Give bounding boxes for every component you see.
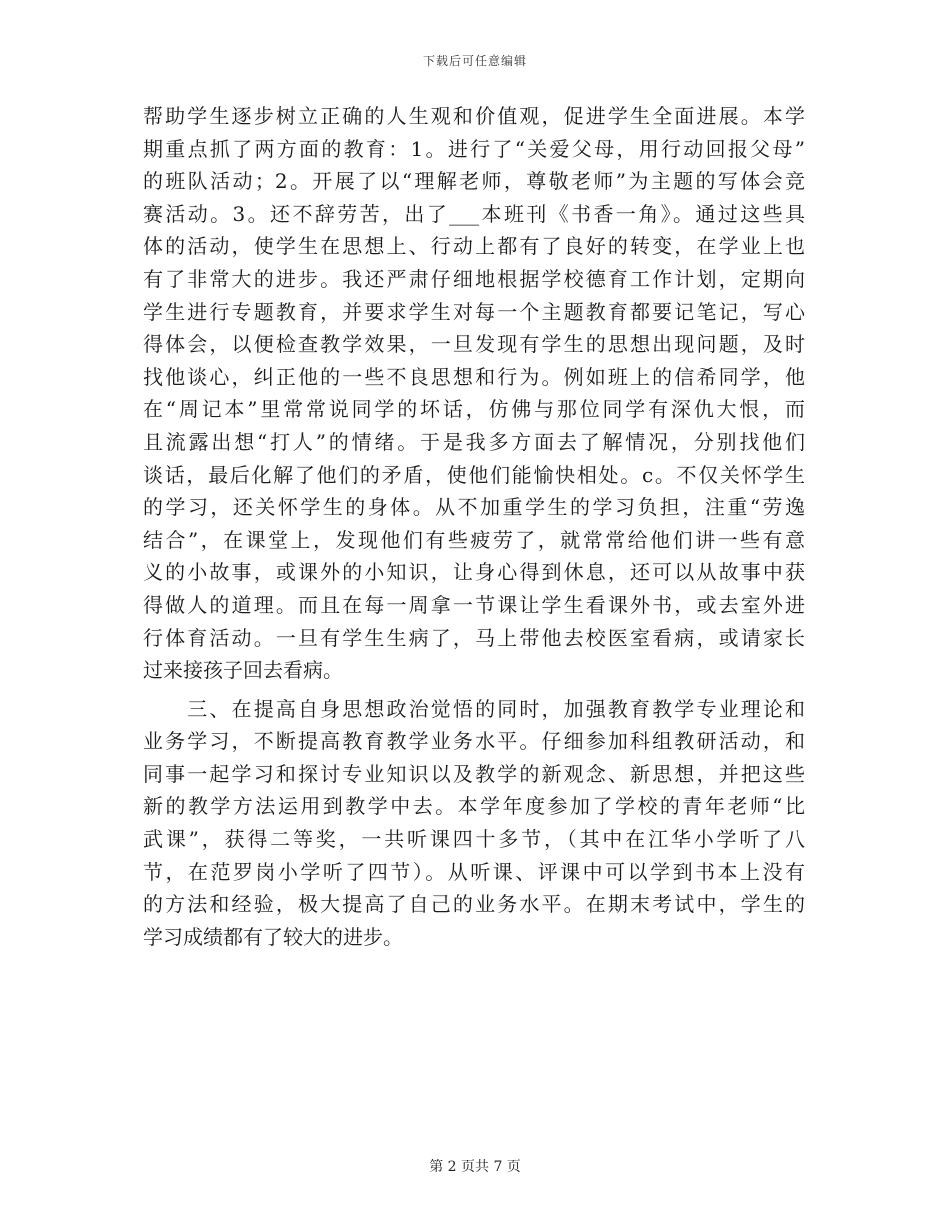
text-line: 学生进行专题教育，并要求学生对每一个主题教育都要记笔记，写心 bbox=[143, 299, 805, 324]
text-line: 找他谈心，纠正他的一些不良思想和行为。例如班上的信希同学，他 bbox=[143, 364, 805, 389]
text-line: 新的教学方法运用到教学中去。本学年度参加了学校的青年老师“比 bbox=[143, 794, 805, 819]
paragraph-1 bbox=[143, 100, 805, 687]
text-line: 过来接孩子回去看病。 bbox=[143, 658, 343, 683]
text-line: 节，在范罗岗小学听了四节）。从听课、评课中可以学到书本上没有 bbox=[143, 859, 805, 884]
text-line: 学习成绩都有了较大的进步。 bbox=[143, 924, 403, 949]
text-line: 期重点抓了两方面的教育：1。进行了“关爱父母，用行动回报父母” bbox=[143, 136, 805, 161]
text-line: 的学习，还关怀学生的身体。从不加重学生的学习负担，注重“劳逸 bbox=[143, 495, 805, 520]
text-line: 业务学习，不断提高教育教学业务水平。仔细参加科组教研活动，和 bbox=[143, 729, 805, 754]
page-footer: 第 2 页共 7 页 bbox=[429, 1159, 521, 1175]
text-line: 在“周记本”里常常说同学的坏话，仿佛与那位同学有深仇大恨，而 bbox=[143, 397, 805, 422]
text-line: 三、在提高自身思想政治觉悟的同时，加强教育教学专业理论和 bbox=[143, 696, 805, 721]
text-line: 得做人的道理。而且在每一周拿一节课让学生看课外书，或去室外进 bbox=[143, 592, 805, 617]
text-line: 的班队活动；2。开展了以“理解老师，尊敬老师”为主题的写体会竞 bbox=[143, 169, 805, 194]
text-line: 行体育活动。一旦有学生生病了，马上带他去校医室看病，或请家长 bbox=[143, 625, 805, 650]
text-line: 赛活动。3。还不辞劳苦，出了___本班刊《书香一角》。通过这些具 bbox=[143, 201, 805, 226]
text-line: 谈话，最后化解了他们的矛盾，使他们能愉快相处。c。不仅关怀学生 bbox=[143, 462, 805, 487]
text-line: 帮助学生逐步树立正确的人生观和价值观，促进学生全面进展。本学 bbox=[143, 104, 805, 128]
document-body bbox=[143, 100, 805, 953]
text-line: 且流露出想“打人”的情绪。于是我多方面去了解情况，分别找他们 bbox=[143, 429, 805, 454]
page-header: 下载后可任意编辑 bbox=[422, 54, 527, 68]
text-line: 的方法和经验，极大提高了自己的业务水平。在期末考试中，学生的 bbox=[143, 892, 805, 917]
text-line: 同事一起学习和探讨专业知识以及教学的新观念、新思想，并把这些 bbox=[143, 761, 805, 786]
text-line: 体的活动，使学生在思想上、行动上都有了良好的转变，在学业上也 bbox=[143, 234, 805, 259]
text-line: 有了非常大的进步。我还严肃仔细地根据学校德育工作计划，定期向 bbox=[143, 266, 805, 291]
text-line: 结合”，在课堂上，发现他们有些疲劳了，就常常给他们讲一些有意 bbox=[143, 527, 805, 552]
text-line: 得体会，以便检查教学效果，一旦发现有学生的思想出现问题，及时 bbox=[143, 332, 805, 357]
paragraph-2 bbox=[143, 693, 805, 954]
text-line: 武课”，获得二等奖，一共听课四十多节，（其中在江华小学听了八 bbox=[143, 827, 805, 852]
text-line: 义的小故事，或课外的小知识，让身心得到休息，还可以从故事中获 bbox=[143, 560, 805, 585]
